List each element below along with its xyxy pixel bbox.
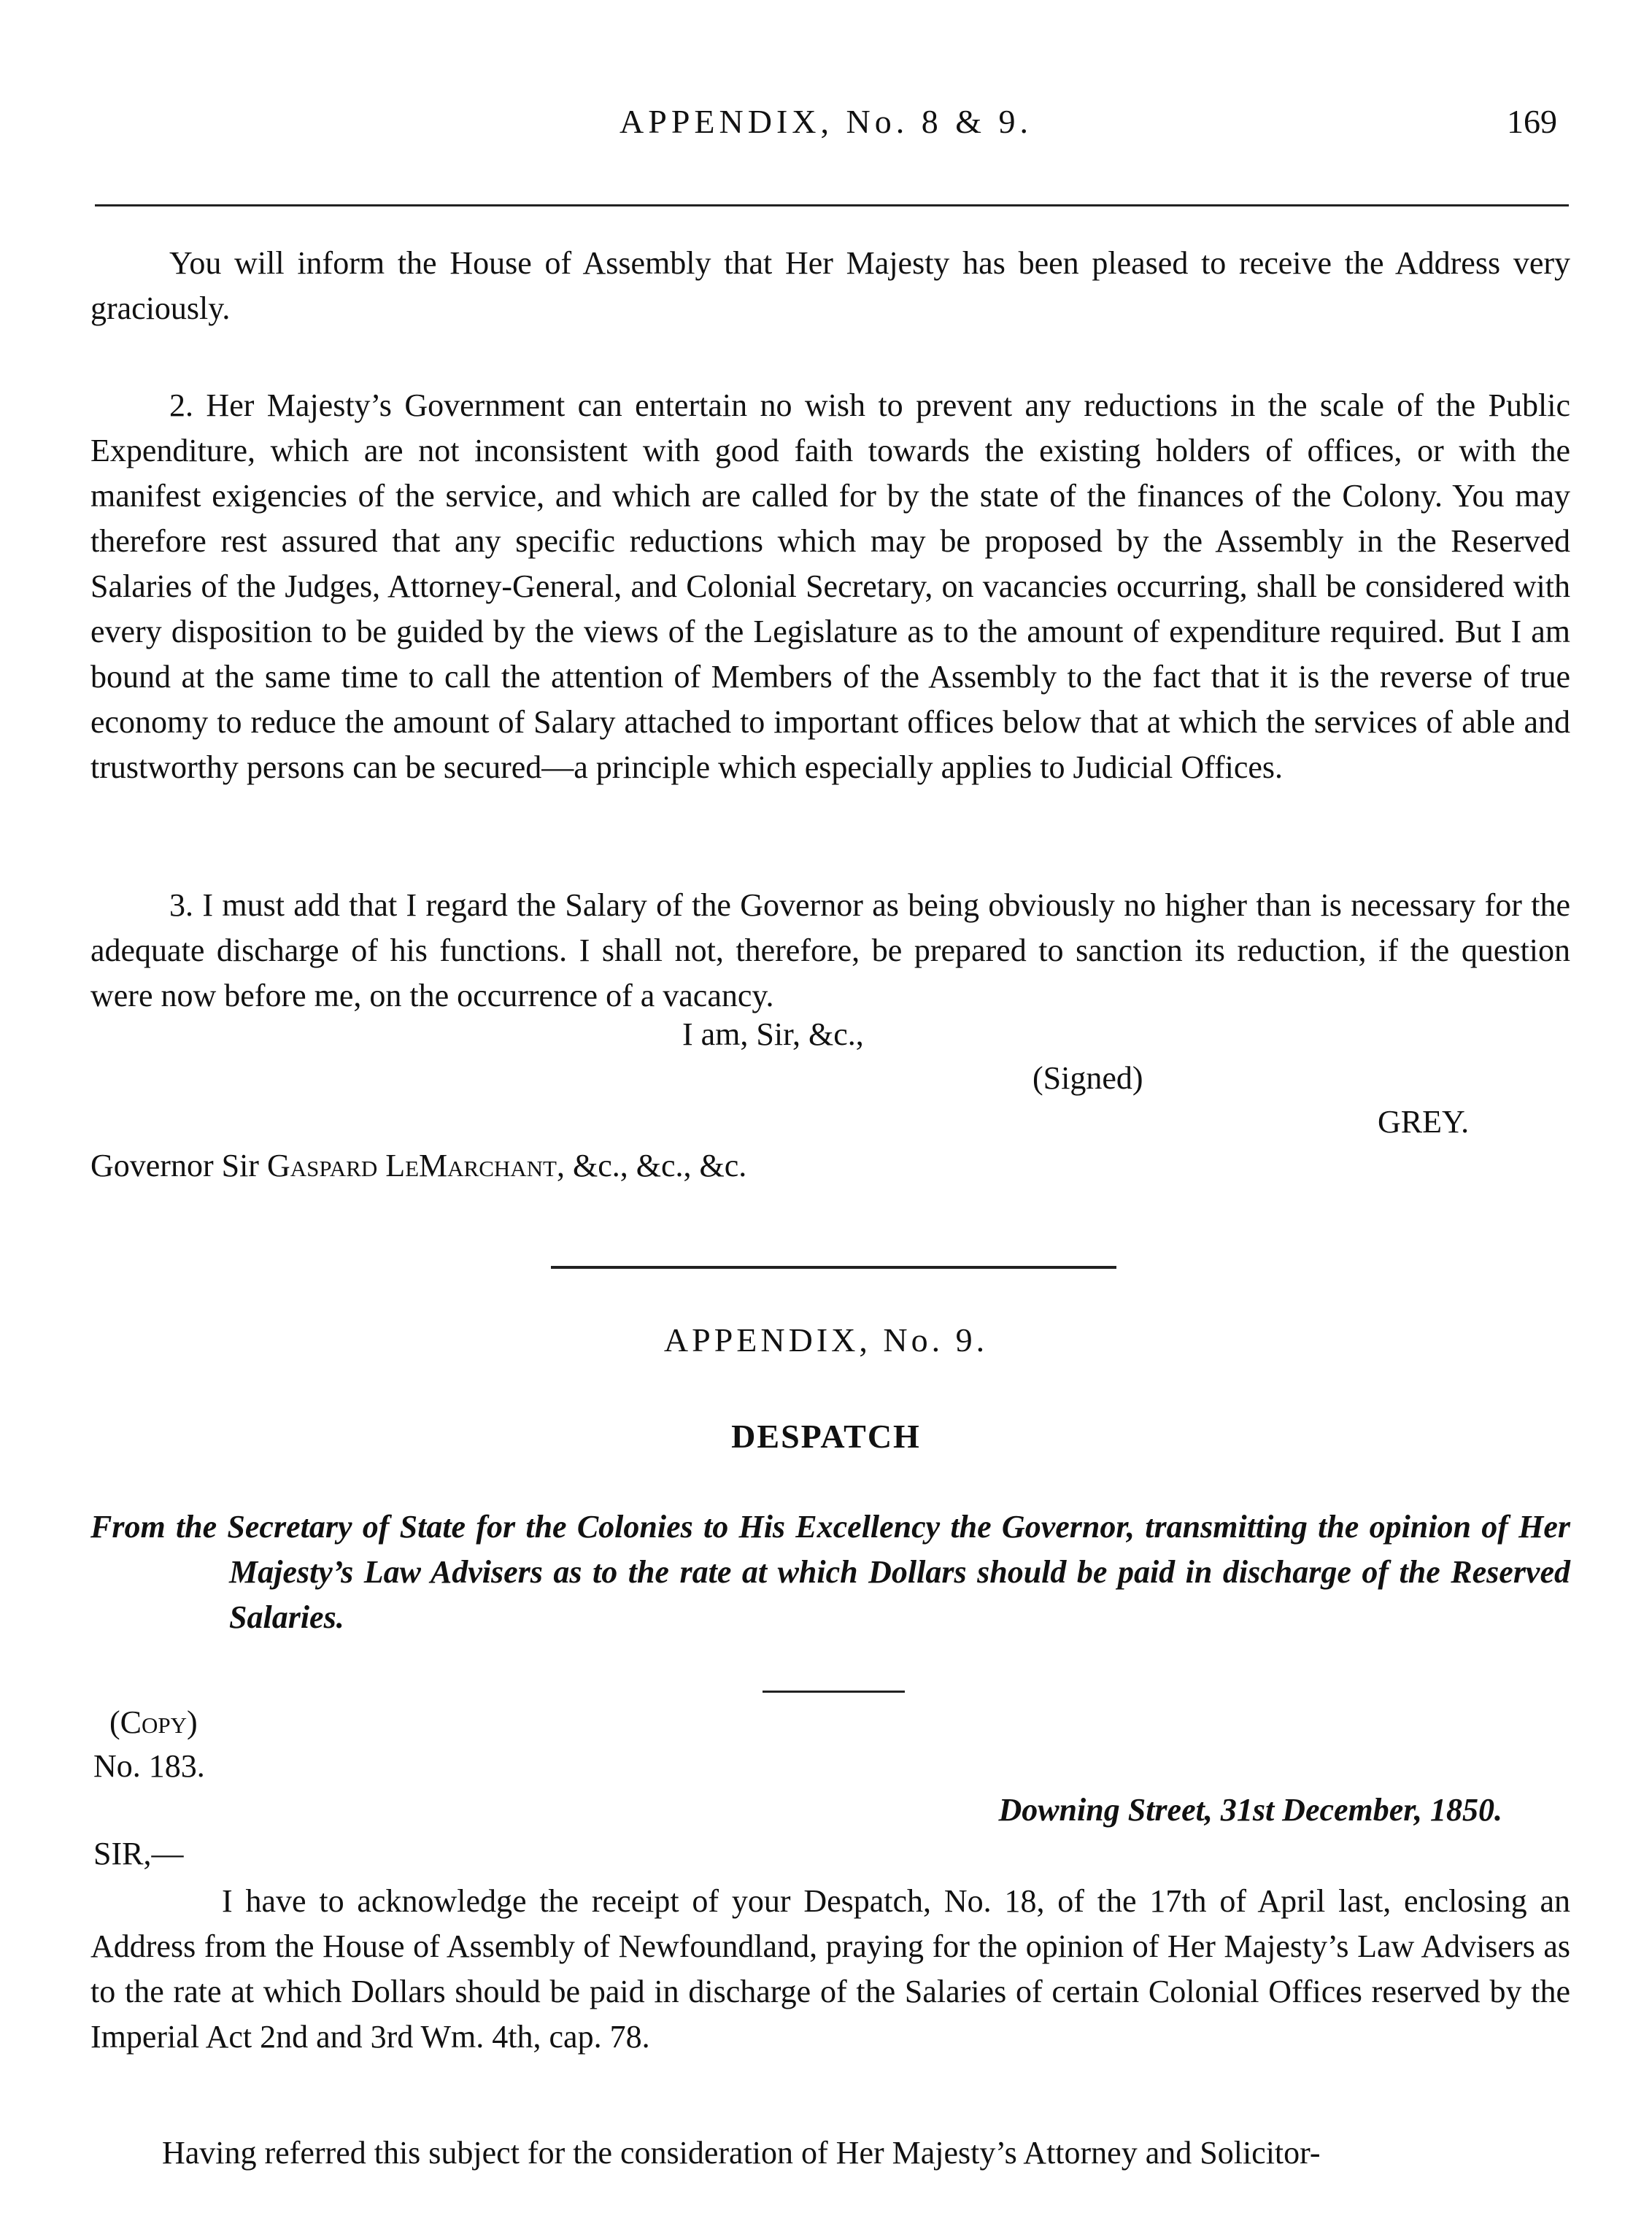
running-title: APPENDIX, No. 8 & 9. [620,103,1032,140]
letter1-paragraph-2: 2. Her Majesty’s Government can entertain no wish to prevent any reductions in the scale of the Public Expenditure, which are not inconsistent with good faith towards the existing holders of offices, or with the manifest exigencies of the service, and which are called for by the state of the finances of the Colony. You may therefore rest assured that any specific reductions which may be proposed by the Assembly in the Reserved Salaries of the Judges, Attorney-General, and Colonial Secretary, on vacancies occurring, shall be considered with every disposition to be guided by the views of the Legislature as to the amount of expenditure required. But I am bound at the same time to call the attention of Members of the Assembly to the fact that it is the reverse of true economy to reduce the amount of Salary attached to important offices below that at which the services of able and trustworthy persons can be secured—a principle which especially applies to Judicial Offices. [90,387,1570,785]
signatory: GREY. [1378,1104,1470,1140]
addressee-suffix: , &c., &c., &c. [557,1148,747,1183]
section-divider [551,1266,1116,1269]
header-rule [95,204,1569,206]
signed-label: (Signed) [1032,1060,1143,1096]
despatch-subtitle: From the Secretary of State for the Colonies to His Excellency the Governor, transmitting the opinion of Her Majesty’s Law Advisers as to the rate at which Dollars should be paid in discharge of the Reserved Salaries. [90,1509,1570,1635]
appendix-9-heading: APPENDIX, No. 9. [663,1321,989,1359]
despatch-paragraph-2: Having referred this subject for the consideration of Her Majesty’s Attorney and Solicitor- [162,2135,1321,2171]
closing-line: I am, Sir, &c., [682,1016,864,1052]
running-header [0,102,1652,146]
dateline: Downing Street, 31st December, 1850. [998,1792,1502,1828]
despatch-paragraph-1: I have to acknowledge the receipt of your Despatch, No. 18, of the 17th of April last, enclosing an Address from the House of Assembly of Newfoundland, praying for the opinion of Her Majesty’s Law Advisers as to the rate at which Dollars should be paid in discharge of the Salaries of certain Colonial Offices reserved by the Imperial Act 2nd and 3rd Wm. 4th, cap. 78. [90,1883,1570,2055]
letter1-paragraph-3: 3. I must add that I regard the Salary of the Governor as being obviously no higher than is necessary for the adequate discharge of his functions. I shall not, therefore, be prepared to sanction its reduction, if the question were now before me, on the occurrence of a vacancy. [90,887,1570,1013]
copy-label: (Copy) [109,1704,198,1740]
page-number: 169 [1507,103,1557,140]
despatch-heading: DESPATCH [731,1418,921,1455]
addressee-name: Gaspard LeMarchant [266,1148,557,1183]
despatch-number: No. 183. [93,1748,205,1784]
subtitle-rule [763,1691,905,1693]
letter1-paragraph-1: You will inform the House of Assembly that Her Majesty has been pleased to receive the Address very graciously. [90,245,1570,326]
addressee-prefix: Governor Sir [90,1148,267,1183]
salutation: SIR,— [93,1836,184,1871]
addressee-line [90,1147,746,1184]
